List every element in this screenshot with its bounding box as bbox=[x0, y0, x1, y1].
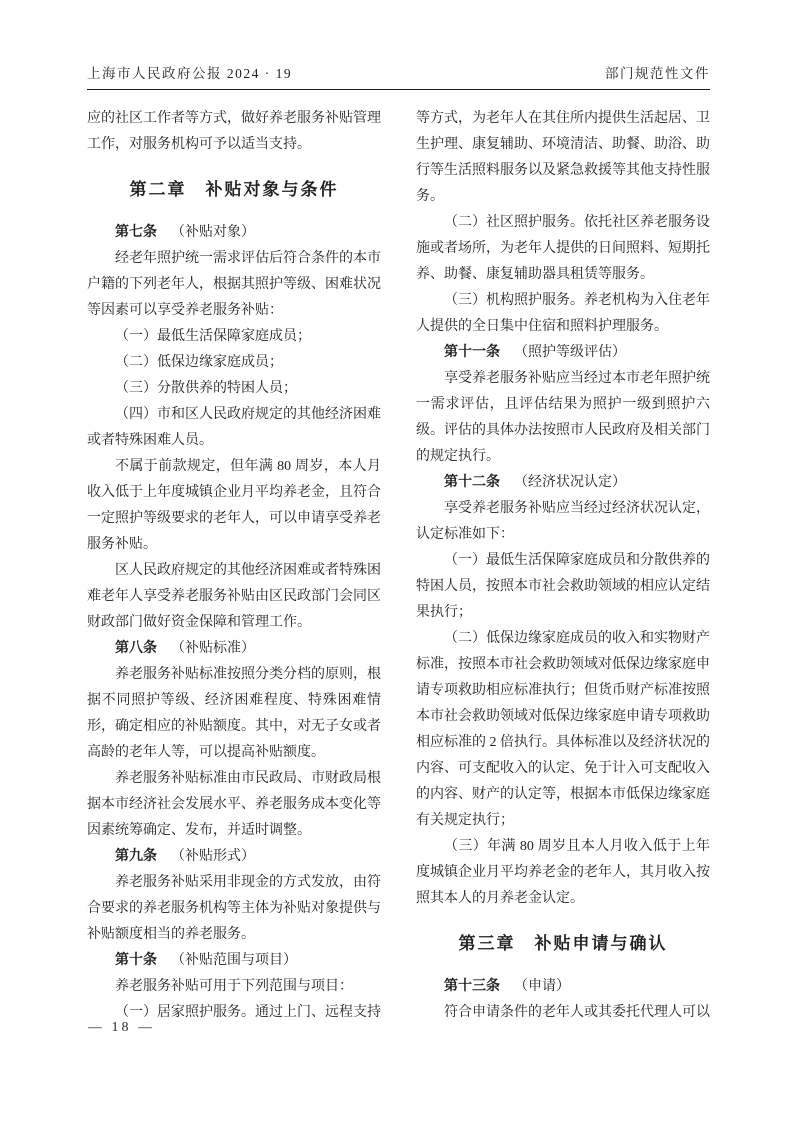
list-item: （二）低保边缘家庭成员的收入和实物财产标准，按照本市社会救助领域对低保边缘家庭申请专项救助相应标准执行；但货币财产标准按照本市社会救助领域对低保边缘家庭申请专项救助相应标准的 2 倍执行。具体标准以及经济状况的内容、可支配收入的认定、免于计入可支配收入的内容、财产的认定等，根据本市低保边缘家庭有关规定执行； bbox=[416, 631, 710, 828]
page-footer bbox=[88, 1020, 155, 1036]
gazette-title: 上海市人民政府公报 2024 · 19 bbox=[87, 66, 293, 81]
article-heading bbox=[87, 636, 381, 662]
article-title: （补贴范围与项目） bbox=[171, 953, 297, 968]
chapter-heading: 第三章 补贴申请与确认 bbox=[458, 934, 668, 953]
chapter-heading: 第二章 补贴对象与条件 bbox=[129, 180, 339, 199]
list-item: （一）最低生活保障家庭成员； bbox=[115, 329, 311, 344]
paragraph: 养老服务补贴标准按照分类分档的原则，根据不同照护等级、经济困难程度、特殊困难情形，确定相应的补贴额度。其中，对无子女或者高龄的老年人等，可以提高补贴额度。 bbox=[87, 667, 381, 760]
article-title: （补贴形式） bbox=[171, 849, 255, 864]
document-category: 部门规范性文件 bbox=[605, 66, 710, 81]
list-item: （四）市和区人民政府规定的其他经济困难或者特殊困难人员。 bbox=[87, 407, 381, 448]
article-heading bbox=[416, 340, 710, 366]
article-number: 第九条 bbox=[115, 849, 157, 864]
paragraph: 享受养老服务补贴应当经过经济状况认定，认定标准如下： bbox=[416, 501, 710, 542]
list-item: （一）居家照护服务。通过上门、远程支持 bbox=[115, 1005, 381, 1020]
article-heading bbox=[87, 948, 381, 974]
list-item: （一）最低生活保障家庭成员和分散供养的特困人员，按照本市社会救助领域的相应认定结果执行； bbox=[416, 553, 710, 620]
left-column bbox=[87, 106, 381, 1026]
article-number: 第七条 bbox=[115, 225, 157, 240]
list-item: （三）年满 80 周岁且本人月收入低于上年度城镇企业月平均养老金的老年人，其月收入按照其本人的月养老金认定。 bbox=[416, 839, 710, 906]
article-title: （经济状况认定） bbox=[514, 475, 626, 490]
paragraph: 养老服务补贴采用非现金的方式发放，由符合要求的养老服务机构等主体为补贴对象提供与补贴额度相当的养老服务。 bbox=[87, 875, 381, 942]
article-number: 第十一条 bbox=[444, 345, 500, 360]
page-number: — 18 — bbox=[88, 1020, 155, 1035]
article-heading bbox=[87, 220, 381, 246]
paragraph: 享受养老服务补贴应当经过本市老年照护统一需求评估，且评估结果为照护一级到照护六级。评估的具体办法按照市人民政府及相关部门的规定执行。 bbox=[416, 371, 710, 464]
article-heading bbox=[416, 470, 710, 496]
paragraph: 不属于前款规定，但年满 80 周岁，本人月收入低于上年度城镇企业月平均养老金，且符合一定照护等级要求的老年人，可以申请享受养老服务补贴。 bbox=[87, 459, 381, 552]
article-number: 第十三条 bbox=[444, 979, 500, 994]
paragraph: 养老服务补贴可用于下列范围与项目： bbox=[115, 979, 353, 994]
list-item: （三）分散供养的特困人员； bbox=[115, 381, 297, 396]
list-item: （二）社区照护服务。依托社区养老服务设施或者场所，为老年人提供的日间照料、短期托养、助餐、康复辅助器具租赁等服务。 bbox=[416, 215, 710, 282]
article-number: 第八条 bbox=[115, 641, 157, 656]
article-title: （补贴标准） bbox=[171, 641, 255, 656]
article-number: 第十条 bbox=[115, 953, 157, 968]
paragraph: 养老服务补贴标准由市民政局、市财政局根据本市经济社会发展水平、养老服务成本变化等因素统筹确定、发布，并适时调整。 bbox=[87, 771, 381, 838]
paragraph: 应的社区工作者等方式，做好养老服务补贴管理工作，对服务机构可予以适当支持。 bbox=[87, 111, 381, 152]
list-item: （三）机构照护服务。养老机构为入住老年人提供的全日集中住宿和照料护理服务。 bbox=[416, 293, 710, 334]
article-heading bbox=[416, 974, 710, 1000]
list-item: （二）低保边缘家庭成员； bbox=[115, 355, 283, 370]
article-heading bbox=[87, 844, 381, 870]
article-title: （照护等级评估） bbox=[514, 345, 626, 360]
article-title: （补贴对象） bbox=[171, 225, 255, 240]
page-header bbox=[87, 62, 710, 82]
paragraph: 等方式，为老年人在其住所内提供生活起居、卫生护理、康复辅助、环境清洁、助餐、助浴、助行等生活照料服务以及紧急救援等其他支持性服务。 bbox=[416, 111, 710, 204]
right-column bbox=[416, 106, 710, 1026]
paragraph: 符合申请条件的老年人或其委托代理人可以 bbox=[444, 1005, 710, 1020]
paragraph: 区人民政府规定的其他经济困难或者特殊困难老年人享受养老服务补贴由区民政部门会同区财政部门做好资金保障和管理工作。 bbox=[87, 563, 381, 630]
header-rule bbox=[87, 89, 710, 90]
document-body bbox=[87, 106, 710, 1026]
article-title: （申请） bbox=[514, 979, 570, 994]
article-number: 第十二条 bbox=[444, 475, 500, 490]
paragraph: 经老年照护统一需求评估后符合条件的本市户籍的下列老年人，根据其照护等级、困难状况等因素可以享受养老服务补贴： bbox=[87, 251, 381, 318]
